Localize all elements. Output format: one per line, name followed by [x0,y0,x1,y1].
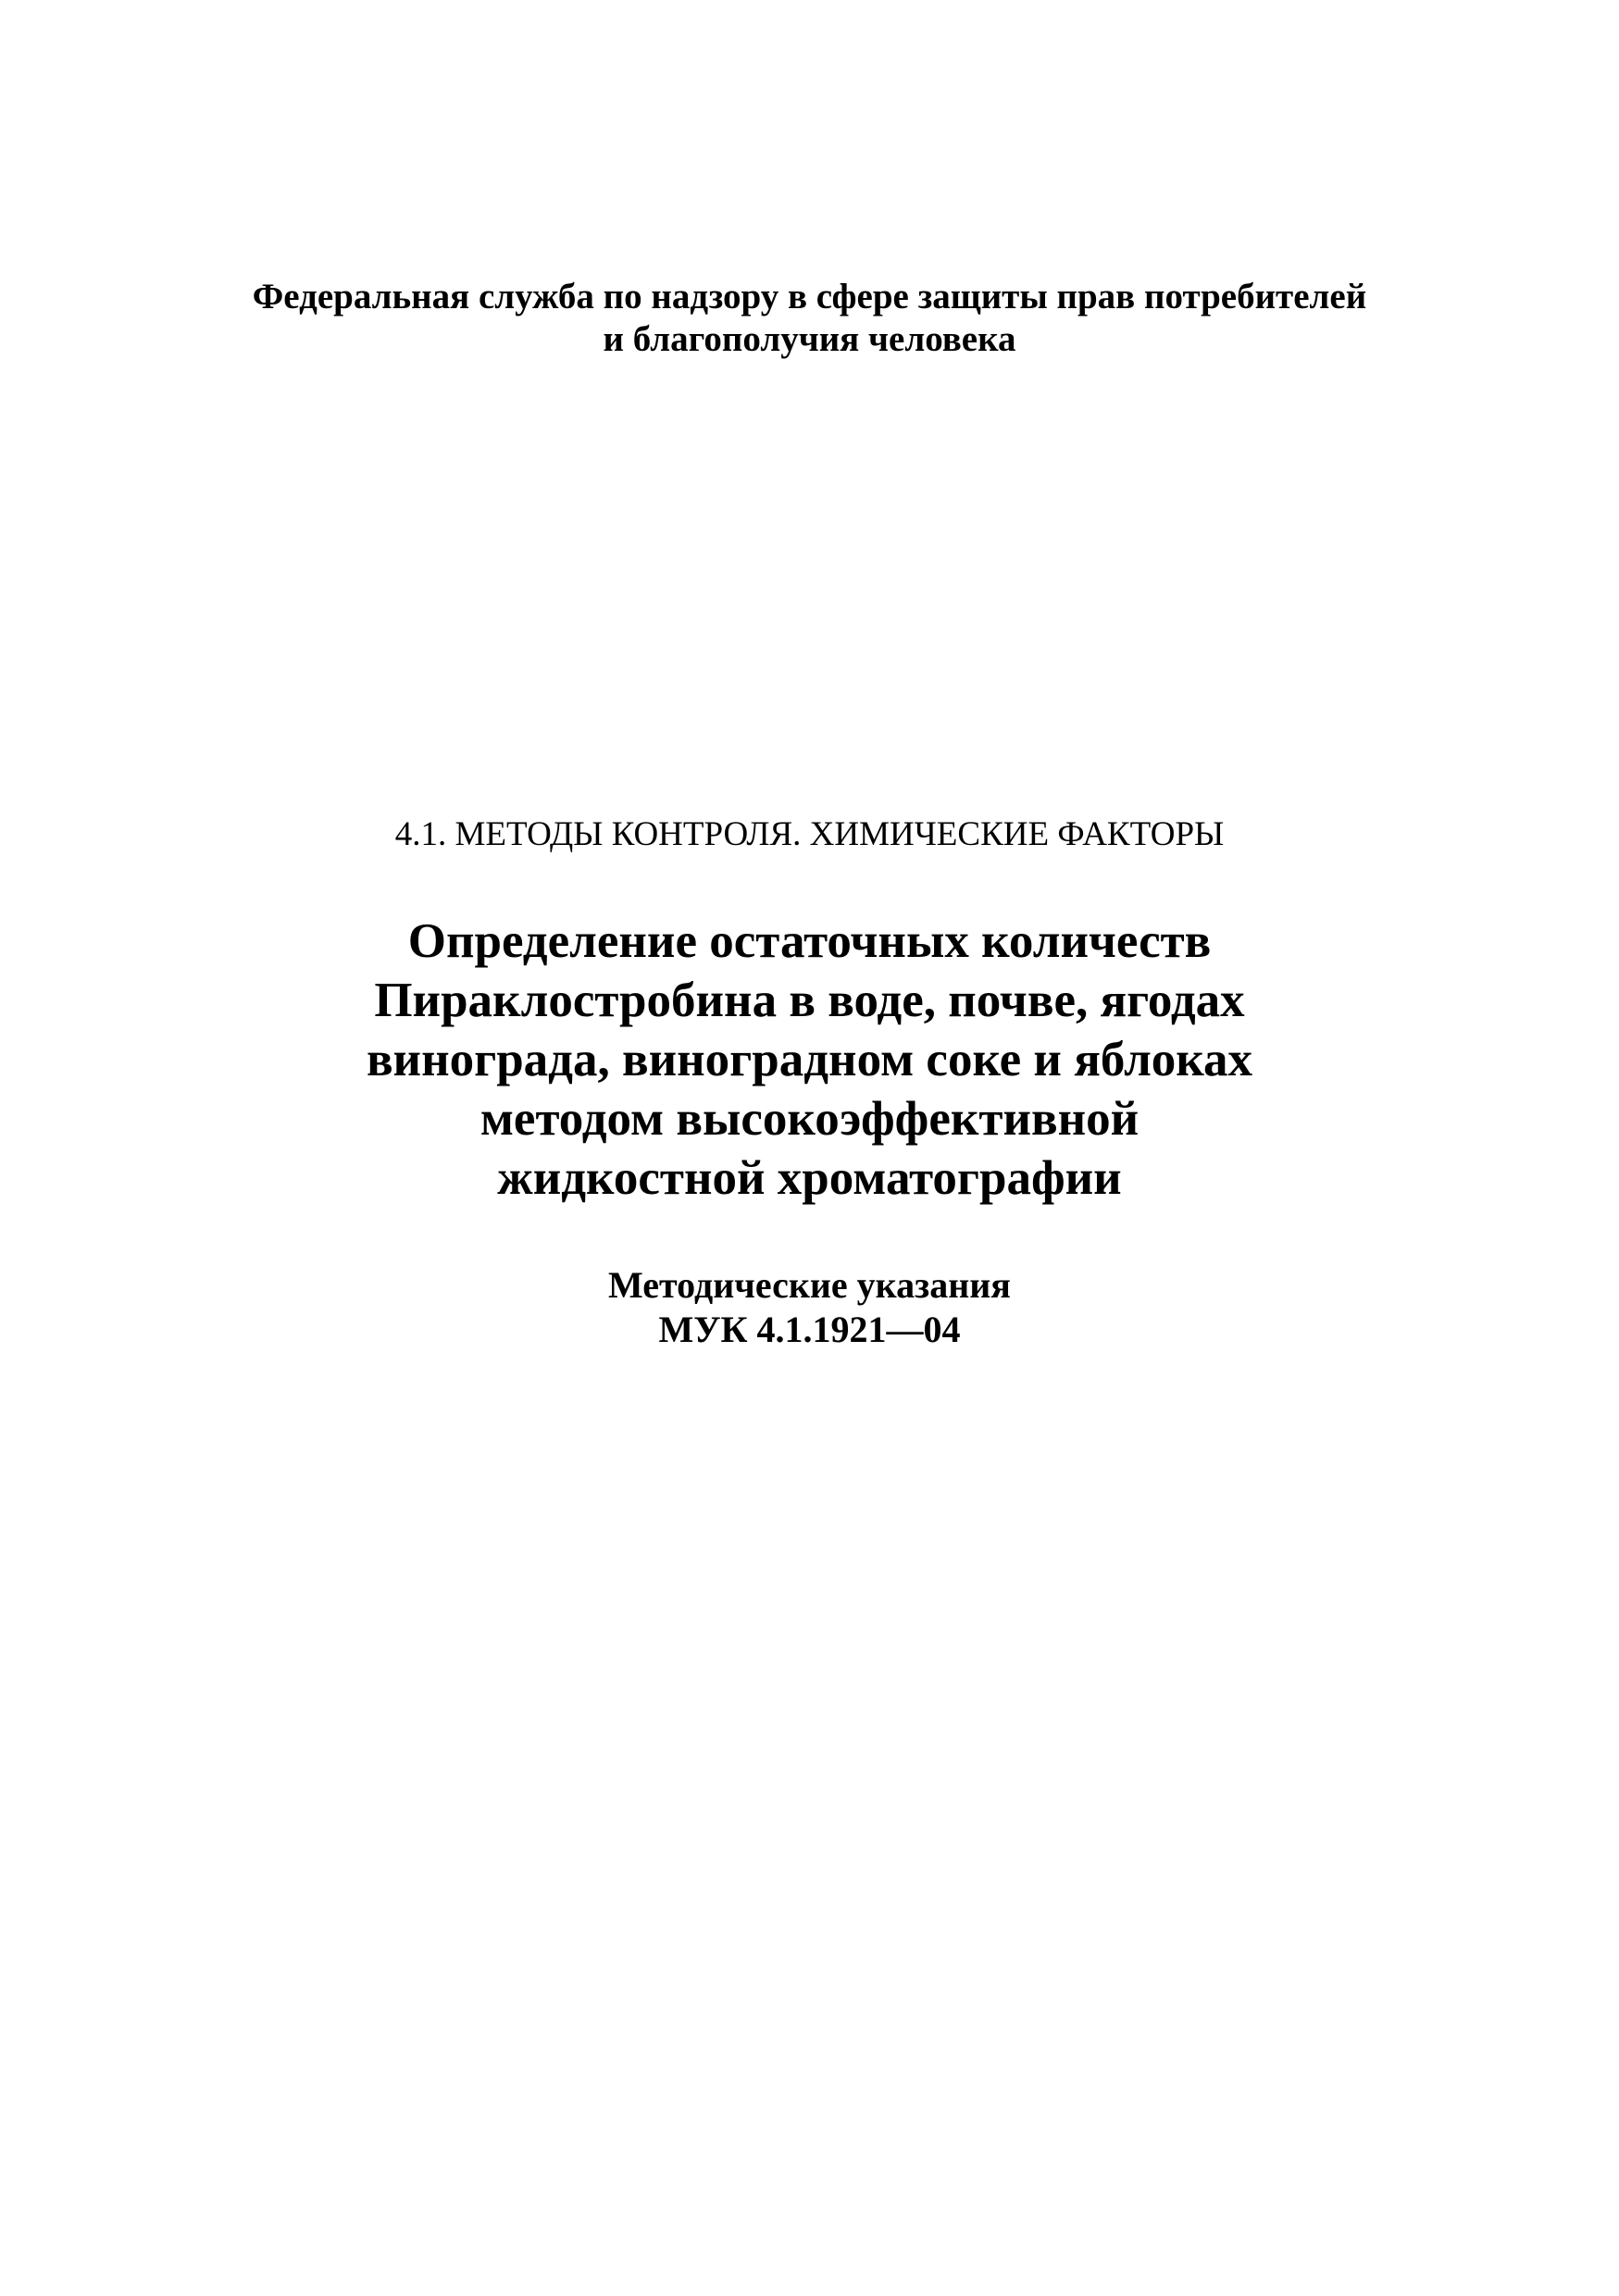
title-line-5: жидкостной хроматографии [497,1151,1122,1205]
title-line-1: Определение остаточных количеств [407,914,1212,968]
document-code: МУК 4.1.1921—04 [658,1309,961,1350]
title-line-4: методом высокоэффективной [479,1092,1140,1146]
agency-name [0,276,1619,361]
series-heading: 4.1. МЕТОДЫ КОНТРОЛЯ. ХИМИЧЕСКИЕ ФАКТОРЫ [394,815,1225,853]
agency-name-line-2: и благополучия человека [603,319,1016,359]
document-title [0,912,1619,1208]
title-line-3: винограда, виноградном соке и яблоках [366,1033,1253,1086]
document-kind: Методические указания [608,1264,1011,1306]
document-type [0,1263,1619,1352]
agency-name-line-1: Федеральная служба по надзору в сфере защиты прав потребителей [252,277,1367,316]
title-line-2: Пираклостробина в воде, почве, ягодах [374,974,1245,1027]
